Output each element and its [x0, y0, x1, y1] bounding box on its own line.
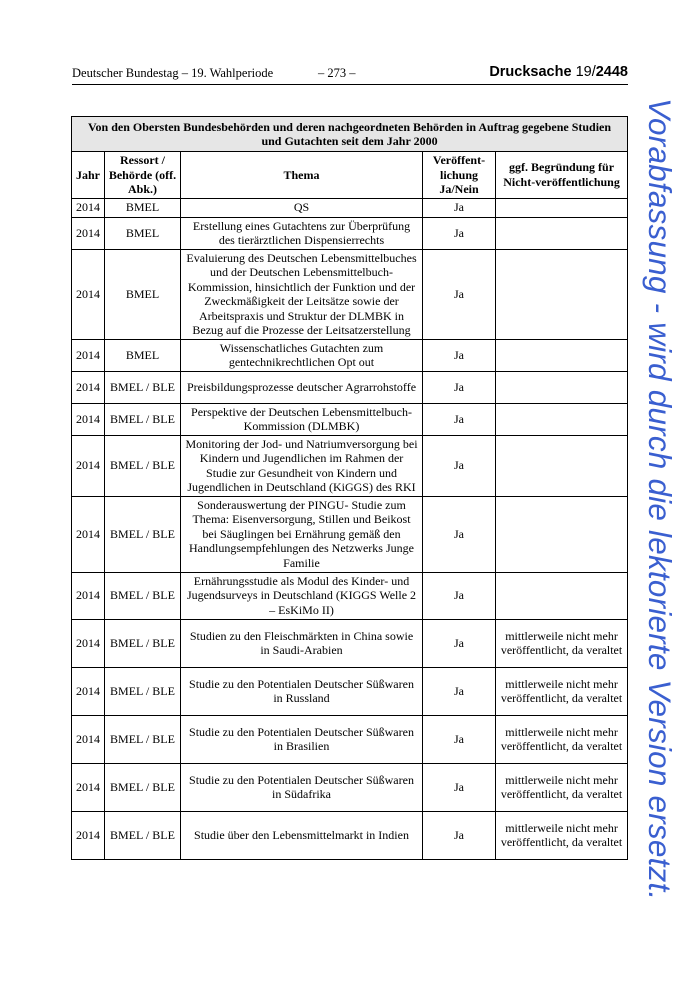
cell-ressort: BMEL / BLE	[105, 572, 181, 619]
draft-watermark: Vorabfassung - wird durch die lektorierte Version ersetzt.	[642, 98, 678, 901]
cell-ressort: BMEL / BLE	[105, 496, 181, 572]
col-header-veroeffentlichung: Veröffent-lichung Ja/Nein	[423, 152, 496, 199]
cell-begruendung	[496, 435, 628, 496]
cell-jahr: 2014	[72, 667, 105, 715]
cell-thema: Erstellung eines Gutachtens zur Überprüfung des tierärztlichen Dispensierrechts	[181, 217, 423, 249]
cell-veroeffentlichung: Ja	[423, 763, 496, 811]
doc-label: Drucksache	[489, 64, 572, 80]
cell-jahr: 2014	[72, 496, 105, 572]
doc-number-main: 2448	[595, 64, 628, 80]
table-row	[72, 403, 628, 435]
cell-veroeffentlichung: Ja	[423, 198, 496, 217]
cell-thema: Wissenschatliches Gutachten zum gentechnikrechtlichen Opt out	[181, 339, 423, 371]
cell-begruendung: mittlerweile nicht mehr veröffentlicht, da veraltet	[496, 715, 628, 763]
cell-veroeffentlichung: Ja	[423, 339, 496, 371]
cell-ressort: BMEL / BLE	[105, 763, 181, 811]
cell-thema: Perspektive der Deutschen Lebensmittelbuch-Kommission (DLMBK)	[181, 403, 423, 435]
cell-veroeffentlichung: Ja	[423, 715, 496, 763]
table-row	[72, 763, 628, 811]
cell-jahr: 2014	[72, 763, 105, 811]
cell-begruendung	[496, 572, 628, 619]
cell-ressort: BMEL	[105, 339, 181, 371]
cell-thema: QS	[181, 198, 423, 217]
cell-begruendung	[496, 217, 628, 249]
cell-begruendung	[496, 403, 628, 435]
cell-ressort: BMEL / BLE	[105, 619, 181, 667]
cell-begruendung	[496, 339, 628, 371]
cell-ressort: BMEL / BLE	[105, 715, 181, 763]
table-body	[72, 198, 628, 859]
cell-begruendung	[496, 198, 628, 217]
cell-ressort: BMEL	[105, 198, 181, 217]
cell-thema: Preisbildungsprozesse deutscher Agrarrohstoffe	[181, 371, 423, 403]
cell-jahr: 2014	[72, 572, 105, 619]
cell-jahr: 2014	[72, 811, 105, 859]
document-number	[489, 64, 628, 80]
table-row	[72, 435, 628, 496]
table-row	[72, 811, 628, 859]
cell-veroeffentlichung: Ja	[423, 249, 496, 339]
cell-veroeffentlichung: Ja	[423, 496, 496, 572]
cell-thema: Studien zu den Fleischmärkten in China sowie in Saudi-Arabien	[181, 619, 423, 667]
cell-jahr: 2014	[72, 403, 105, 435]
page-number: – 273 –	[318, 66, 356, 80]
cell-begruendung	[496, 249, 628, 339]
cell-thema: Studie zu den Potentialen Deutscher Süßwaren in Südafrika	[181, 763, 423, 811]
cell-jahr: 2014	[72, 715, 105, 763]
studies-table	[71, 116, 628, 860]
cell-ressort: BMEL / BLE	[105, 403, 181, 435]
cell-jahr: 2014	[72, 619, 105, 667]
cell-ressort: BMEL	[105, 217, 181, 249]
parliament-label: Deutscher Bundestag – 19. Wahlperiode	[72, 66, 274, 80]
table-row	[72, 217, 628, 249]
table-row	[72, 619, 628, 667]
cell-veroeffentlichung: Ja	[423, 403, 496, 435]
cell-begruendung	[496, 496, 628, 572]
cell-veroeffentlichung: Ja	[423, 435, 496, 496]
table-row	[72, 198, 628, 217]
cell-thema: Studie zu den Potentialen Deutscher Süßwaren in Russland	[181, 667, 423, 715]
cell-veroeffentlichung: Ja	[423, 667, 496, 715]
cell-ressort: BMEL / BLE	[105, 811, 181, 859]
cell-begruendung: mittlerweile nicht mehr veröffentlicht, da veraltet	[496, 811, 628, 859]
cell-veroeffentlichung: Ja	[423, 572, 496, 619]
cell-thema: Ernährungsstudie als Modul des Kinder- und Jugendsurveys in Deutschland (KIGGS Welle 2 – EsKiMo II)	[181, 572, 423, 619]
table-row	[72, 572, 628, 619]
col-header-thema: Thema	[181, 152, 423, 199]
cell-thema: Evaluierung des Deutschen Lebensmittelbuches und der Deutschen Lebensmittelbuch-Kommission, hinsichtlich der Funktion und der Zweckmäßigkeit der Leitsätze sowie der Arbeitspraxis und Struktur der DLMBK in Bezug auf die Prozesse der Leitsatzerstellung	[181, 249, 423, 339]
table-row	[72, 249, 628, 339]
cell-ressort: BMEL	[105, 249, 181, 339]
cell-veroeffentlichung: Ja	[423, 619, 496, 667]
cell-jahr: 2014	[72, 198, 105, 217]
cell-ressort: BMEL / BLE	[105, 435, 181, 496]
cell-veroeffentlichung: Ja	[423, 217, 496, 249]
cell-jahr: 2014	[72, 371, 105, 403]
cell-veroeffentlichung: Ja	[423, 371, 496, 403]
table-row	[72, 371, 628, 403]
cell-ressort: BMEL / BLE	[105, 371, 181, 403]
col-header-ressort: Ressort / Behörde (off. Abk.)	[105, 152, 181, 199]
doc-number-prefix: 19/	[575, 64, 596, 80]
table-title: Von den Obersten Bundesbehörden und deren nachgeordneten Behörden in Auftrag gegebene Studien und Gutachten seit dem Jahr 2000	[72, 117, 628, 152]
cell-thema: Monitoring der Jod- und Natriumversorgung bei Kindern und Jugendlichen im Rahmen der Studie zur Gesundheit von Kindern und Jugendlichen in Deutschland (KiGGS) des RKI	[181, 435, 423, 496]
header-rule	[72, 84, 628, 85]
cell-veroeffentlichung: Ja	[423, 811, 496, 859]
cell-begruendung: mittlerweile nicht mehr veröffentlicht, da veraltet	[496, 619, 628, 667]
table-row	[72, 715, 628, 763]
cell-jahr: 2014	[72, 339, 105, 371]
cell-thema: Studie über den Lebensmittelmarkt in Indien	[181, 811, 423, 859]
cell-begruendung: mittlerweile nicht mehr veröffentlicht, da veraltet	[496, 763, 628, 811]
cell-thema: Sonderauswertung der PINGU- Studie zum Thema: Eisenversorgung, Stillen und Beikost bei Säuglingen bei Ernährung gemäß den Handlungsempfehlungen des Netzwerks Junge Familie	[181, 496, 423, 572]
table-row	[72, 667, 628, 715]
cell-begruendung	[496, 371, 628, 403]
cell-ressort: BMEL / BLE	[105, 667, 181, 715]
table-row	[72, 496, 628, 572]
cell-jahr: 2014	[72, 249, 105, 339]
col-header-jahr: Jahr	[72, 152, 105, 199]
cell-begruendung: mittlerweile nicht mehr veröffentlicht, da veraltet	[496, 667, 628, 715]
page-header	[72, 66, 628, 86]
col-header-begruendung: ggf. Begründung für Nicht-veröffentlichung	[496, 152, 628, 199]
cell-thema: Studie zu den Potentialen Deutscher Süßwaren in Brasilien	[181, 715, 423, 763]
cell-jahr: 2014	[72, 435, 105, 496]
cell-jahr: 2014	[72, 217, 105, 249]
table-row	[72, 339, 628, 371]
